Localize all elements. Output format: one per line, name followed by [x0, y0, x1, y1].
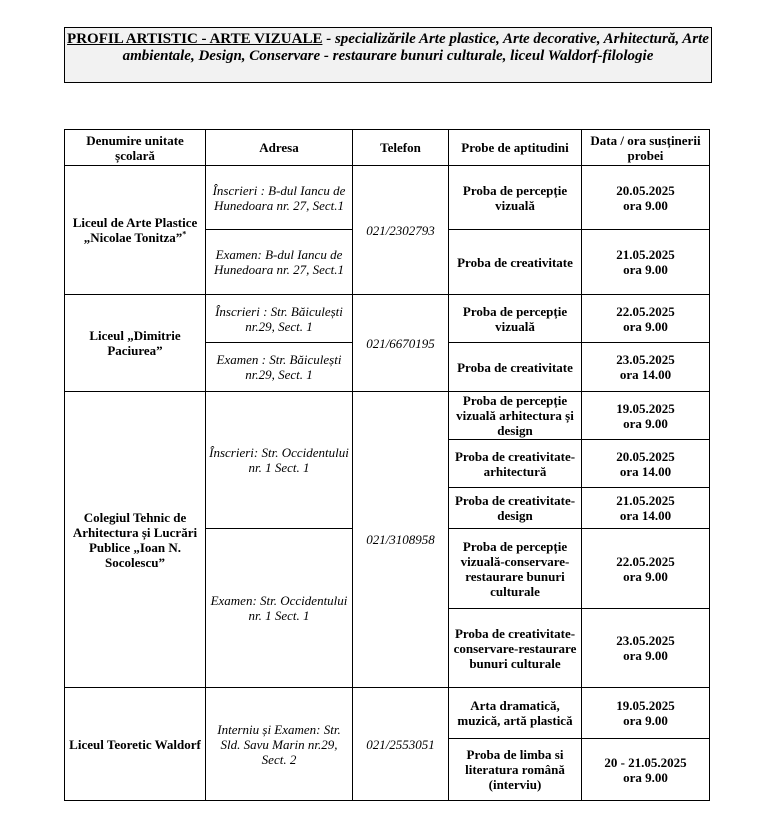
test-name: Proba de limba si literatura română (interviu) — [449, 739, 582, 801]
test-name: Proba de percepție vizuală — [449, 166, 582, 230]
test-date: 19.05.2025 — [616, 400, 675, 416]
table-row — [65, 166, 710, 230]
address-cell: Înscrieri: Str. Occidentului nr. 1 Sect. 1 — [206, 392, 353, 529]
test-name: Proba de creativitate-design — [449, 488, 582, 529]
table-row — [65, 392, 710, 440]
test-date: 21.05.2025 — [616, 247, 675, 262]
test-time: ora 9.00 — [623, 648, 668, 663]
test-date-cell — [582, 230, 710, 295]
test-time: ora 9.00 — [623, 769, 668, 785]
address-cell: Examen : Str. Băiculești nr.29, Sect. 1 — [206, 343, 353, 392]
address-cell: Înscrieri : B-dul Iancu de Hunedoara nr. 27, Sect.1 — [206, 166, 353, 230]
test-date-cell — [582, 166, 710, 230]
test-date: 23.05.2025 — [616, 633, 675, 648]
test-time: ora 14.00 — [619, 367, 672, 382]
test-name: Proba de percepție vizuală arhitectura și design — [449, 392, 582, 440]
test-name: Proba de creativitate — [449, 343, 582, 392]
test-date-cell — [582, 688, 710, 739]
column-header: Denumire unitate școlară — [65, 130, 206, 166]
test-date-cell — [582, 295, 710, 343]
table-header-row — [65, 130, 710, 166]
test-date: 19.05.2025 — [616, 698, 675, 713]
phone-cell: 021/2302793 — [353, 166, 449, 295]
test-name: Proba de percepție vizuală-conservare-restaurare bunuri culturale — [449, 529, 582, 609]
column-header: Adresa — [206, 130, 353, 166]
column-header: Data / ora susținerii probei — [582, 130, 710, 166]
test-name: Proba de creativitate-arhitectură — [449, 440, 582, 488]
school-name: Colegiul Tehnic de Arhitectura și Lucrări Publice „Ioan N. Socolescu” — [65, 392, 206, 688]
admission-tests-table — [64, 129, 710, 801]
test-date-cell — [582, 392, 710, 440]
phone-cell: 021/6670195 — [353, 295, 449, 392]
test-date: 21.05.2025 — [616, 493, 675, 508]
test-date-cell — [582, 529, 710, 609]
school-name: Liceul de Arte Plastice „Nicolae Tonitza”* — [65, 166, 206, 295]
test-time: ora 9.00 — [623, 568, 668, 584]
test-date: 22.05.2025 — [616, 553, 675, 569]
test-date: 20.05.2025 — [616, 182, 675, 198]
test-date-cell — [582, 488, 710, 529]
test-time: ora 14.00 — [619, 463, 672, 479]
test-date: 20.05.2025 — [616, 448, 675, 464]
test-name: Proba de creativitate — [449, 230, 582, 295]
page-title — [64, 27, 712, 83]
test-name: Arta dramatică, muzică, artă plastică — [449, 688, 582, 739]
school-name: Liceul Teoretic Waldorf — [65, 688, 206, 801]
test-time: ora 9.00 — [623, 415, 668, 431]
title-main: PROFIL ARTISTIC - ARTE VIZUALE — [67, 31, 323, 47]
phone-cell: 021/3108958 — [353, 392, 449, 688]
column-header: Probe de aptitudini — [449, 130, 582, 166]
test-time: ora 9.00 — [623, 197, 668, 213]
address-cell: Examen: Str. Occidentului nr. 1 Sect. 1 — [206, 529, 353, 688]
title-specializations: - specializările Arte plastice, Arte decorative, Arhitectură, Arte ambientale, Design, Conservare - restaurare bunuri culturale, liceul Waldorf-filologie — [122, 31, 709, 64]
test-date-cell — [582, 739, 710, 801]
address-cell: Interniu și Examen: Str. Sld. Savu Marin nr.29, Sect. 2 — [206, 688, 353, 801]
footnote-mark: * — [182, 229, 187, 239]
table-row — [65, 688, 710, 739]
phone-cell: 021/2553051 — [353, 688, 449, 801]
test-date: 22.05.2025 — [616, 303, 675, 319]
address-cell: Înscrieri : Str. Băiculești nr.29, Sect. 1 — [206, 295, 353, 343]
test-date: 20 - 21.05.2025 — [604, 754, 687, 770]
address-cell: Examen: B-dul Iancu de Hunedoara nr. 27, Sect.1 — [206, 230, 353, 295]
test-time: ora 9.00 — [623, 262, 668, 277]
test-name: Proba de creativitate-conservare-restaurare bunuri culturale — [449, 609, 582, 688]
test-time: ora 14.00 — [619, 508, 672, 523]
test-name: Proba de percepție vizuală — [449, 295, 582, 343]
table-row — [65, 295, 710, 343]
test-date-cell — [582, 609, 710, 688]
test-date-cell — [582, 440, 710, 488]
test-date-cell — [582, 343, 710, 392]
test-date: 23.05.2025 — [616, 352, 675, 367]
test-time: ora 9.00 — [623, 713, 668, 728]
school-name: Liceul „Dimitrie Paciurea” — [65, 295, 206, 392]
column-header: Telefon — [353, 130, 449, 166]
test-time: ora 9.00 — [623, 318, 668, 334]
